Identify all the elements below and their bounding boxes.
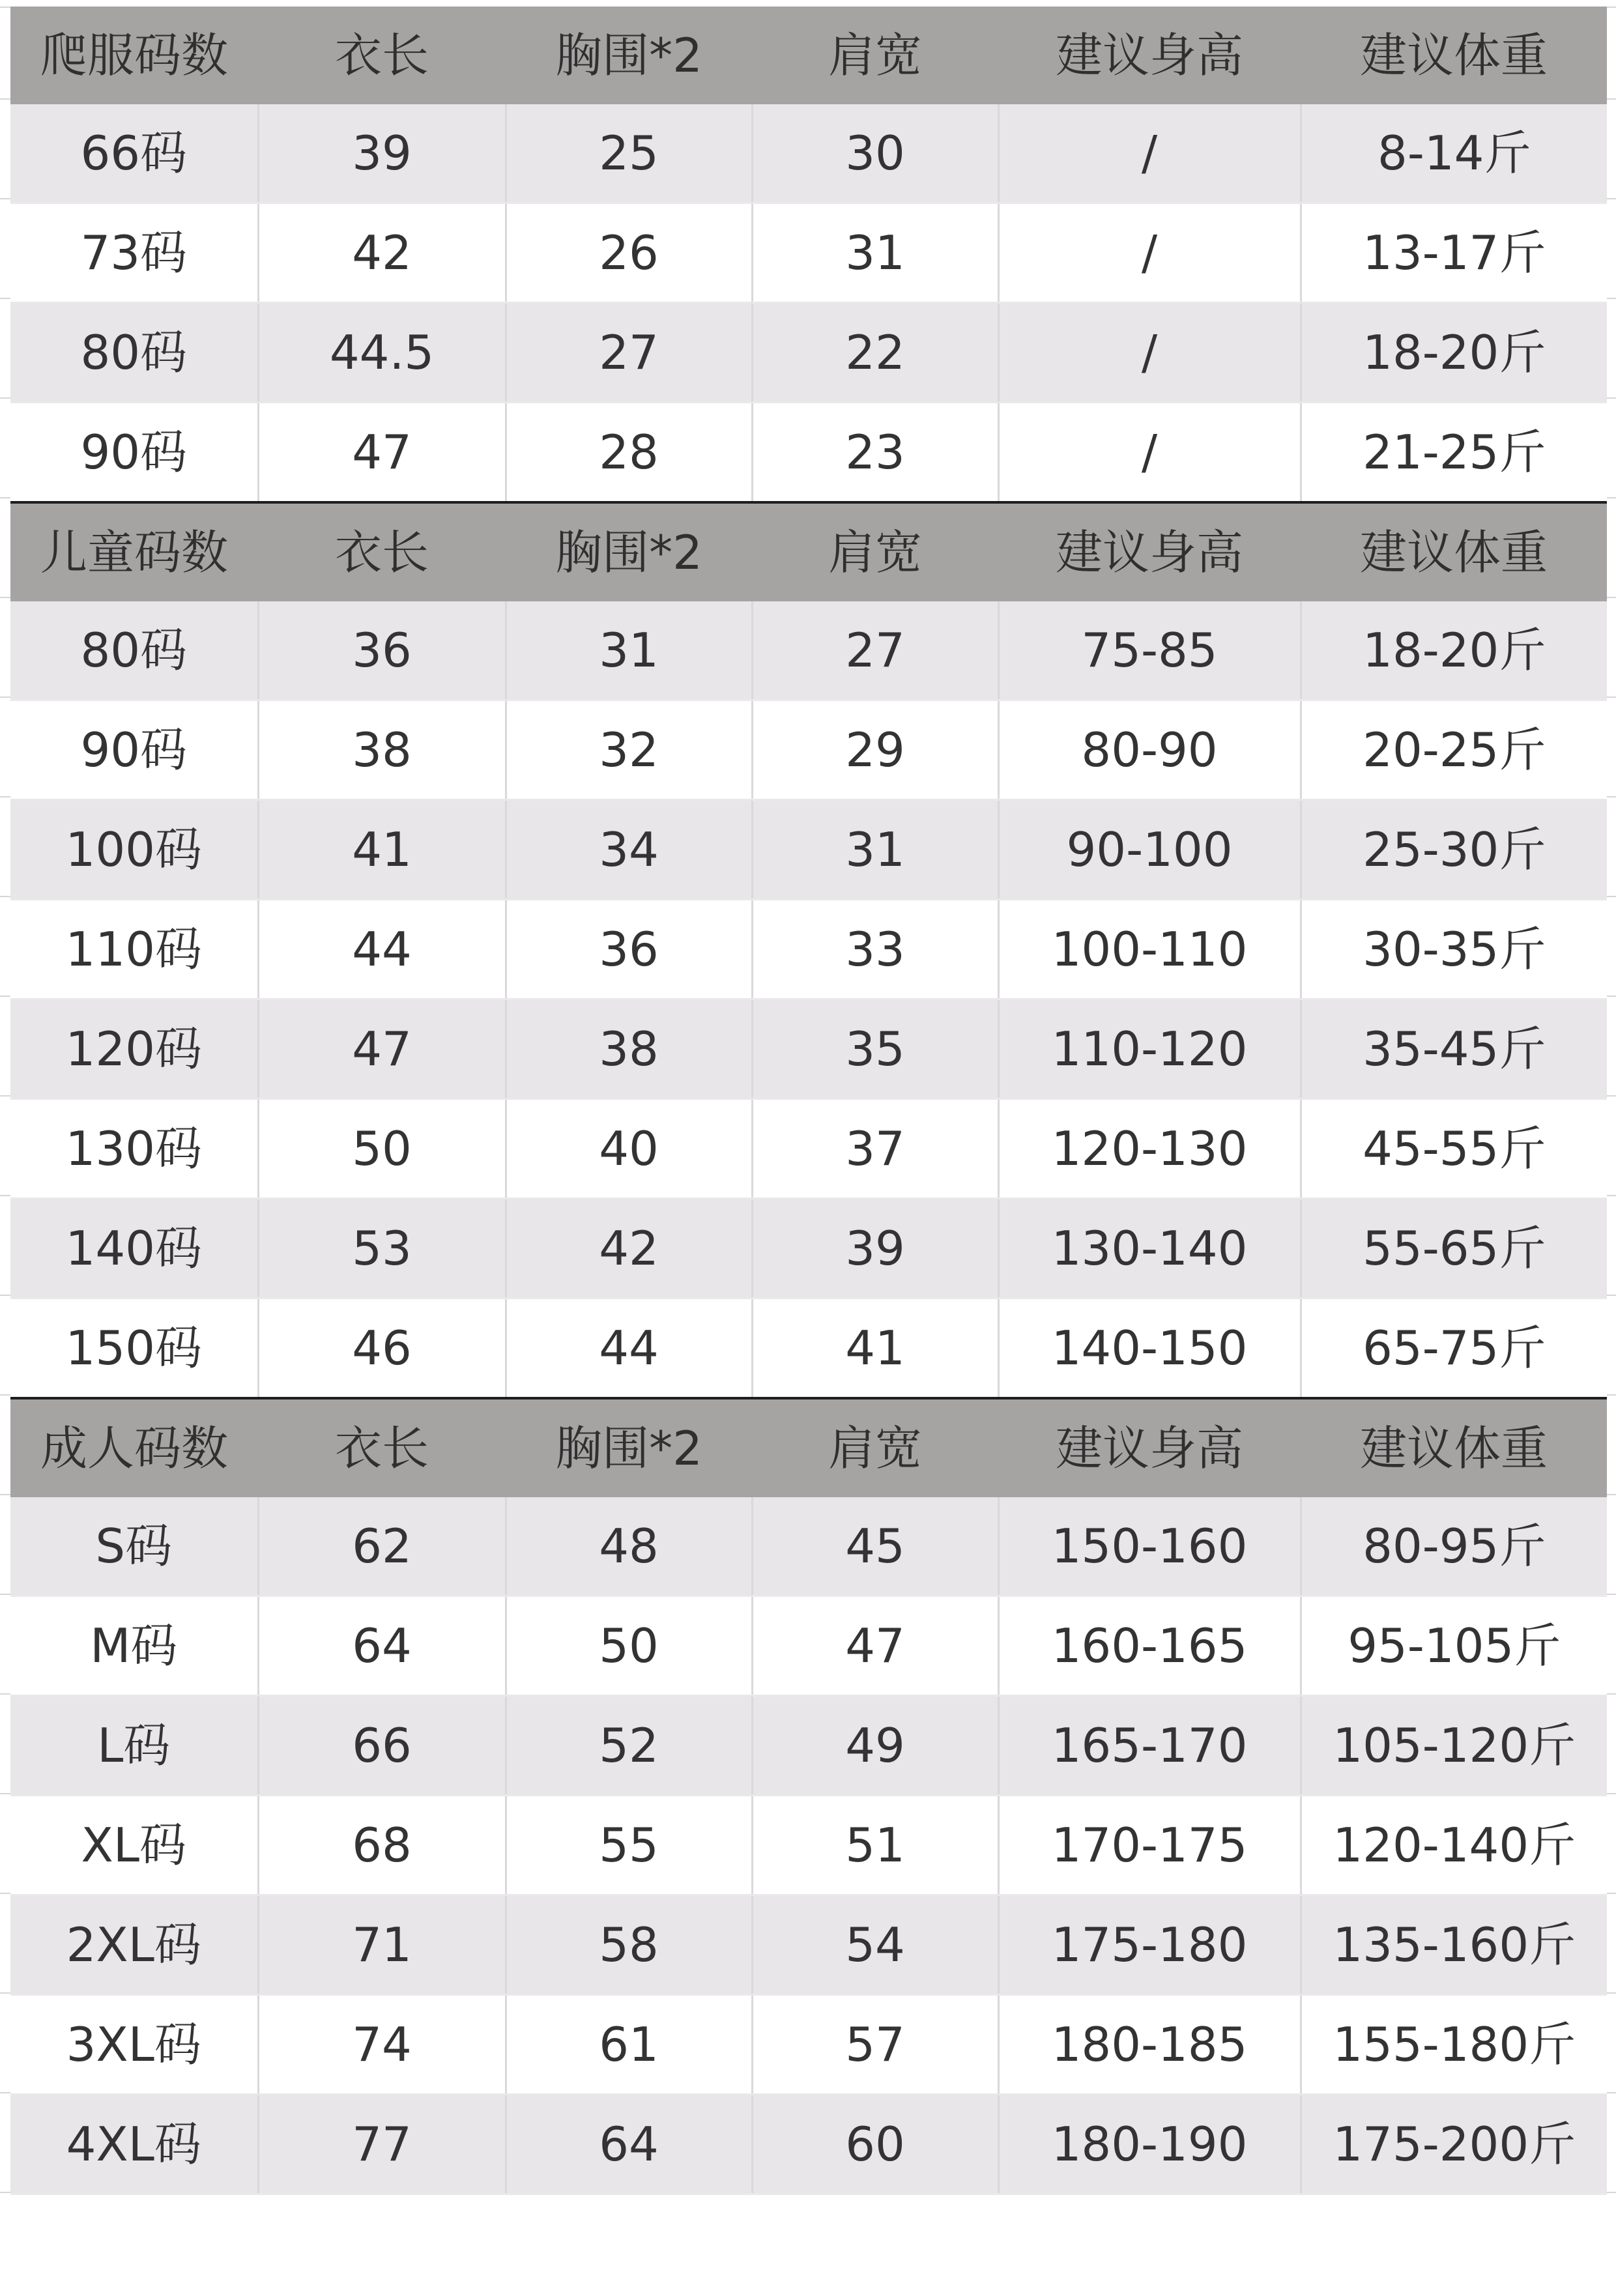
- table-cell: 120-130: [998, 1099, 1301, 1199]
- table-cell: 45: [752, 1497, 998, 1596]
- table-cell: 120-140斤: [1301, 1796, 1607, 1895]
- table-cell: 41: [752, 1299, 998, 1399]
- column-header: 衣长: [258, 502, 506, 601]
- table-cell: 30: [752, 104, 998, 203]
- table-cell: 42: [258, 203, 506, 303]
- table-cell: 105-120斤: [1301, 1696, 1607, 1796]
- table-cell: 77: [258, 2095, 506, 2194]
- table-cell: 23: [752, 403, 998, 503]
- table-cell: 22: [752, 303, 998, 403]
- sheet-right-gridlines: [1607, 0, 1616, 2196]
- table-cell: /: [998, 104, 1301, 203]
- column-header: 建议体重: [1301, 7, 1607, 104]
- table-cell: 50: [506, 1596, 752, 1696]
- table-cell: 52: [506, 1696, 752, 1796]
- table-cell: 60: [752, 2095, 998, 2194]
- column-header: 建议身高: [998, 502, 1301, 601]
- table-cell: 64: [506, 2095, 752, 2194]
- table-cell: 58: [506, 1895, 752, 1995]
- table-cell: 74: [258, 1995, 506, 2095]
- table-cell: 135-160斤: [1301, 1895, 1607, 1995]
- column-header: 建议身高: [998, 1398, 1301, 1497]
- table-cell: 39: [752, 1199, 998, 1299]
- table-row: [10, 1299, 1607, 1399]
- size-label-cell: 90码: [10, 700, 258, 800]
- table-cell: 150-160: [998, 1497, 1301, 1596]
- table-cell: 90-100: [998, 800, 1301, 900]
- size-label-cell: 80码: [10, 303, 258, 403]
- table-cell: 25-30斤: [1301, 800, 1607, 900]
- column-header: 胸围*2: [506, 1398, 752, 1497]
- table-cell: 18-20斤: [1301, 601, 1607, 700]
- table-row: [10, 1497, 1607, 1596]
- size-label-cell: 100码: [10, 800, 258, 900]
- table-cell: 36: [258, 601, 506, 700]
- table-cell: 170-175: [998, 1796, 1301, 1895]
- table-cell: 36: [506, 900, 752, 999]
- size-label-cell: 140码: [10, 1199, 258, 1299]
- table-row: [10, 1596, 1607, 1696]
- table-cell: 80-95斤: [1301, 1497, 1607, 1596]
- table-cell: 110-120: [998, 999, 1301, 1099]
- column-header: 胸围*2: [506, 502, 752, 601]
- table-cell: 18-20斤: [1301, 303, 1607, 403]
- table-cell: 32: [506, 700, 752, 800]
- size-chart-table: [10, 7, 1607, 2195]
- table-cell: 55-65斤: [1301, 1199, 1607, 1299]
- table-row: [10, 1696, 1607, 1796]
- table-cell: 165-170: [998, 1696, 1301, 1796]
- size-label-cell: L码: [10, 1696, 258, 1796]
- column-header: 肩宽: [752, 1398, 998, 1497]
- table-row: [10, 2095, 1607, 2194]
- column-header: 儿童码数: [10, 502, 258, 601]
- table-cell: 175-200斤: [1301, 2095, 1607, 2194]
- table-cell: 50: [258, 1099, 506, 1199]
- table-cell: 61: [506, 1995, 752, 2095]
- table-cell: 30-35斤: [1301, 900, 1607, 999]
- table-cell: 64: [258, 1596, 506, 1696]
- adult-section-header-row: [10, 1398, 1607, 1497]
- table-row: [10, 1796, 1607, 1895]
- table-cell: 41: [258, 800, 506, 900]
- table-cell: 21-25斤: [1301, 403, 1607, 503]
- table-cell: 57: [752, 1995, 998, 2095]
- column-header: 建议身高: [998, 7, 1301, 104]
- table-cell: 54: [752, 1895, 998, 1995]
- table-cell: 68: [258, 1796, 506, 1895]
- column-header: 成人码数: [10, 1398, 258, 1497]
- table-cell: 51: [752, 1796, 998, 1895]
- table-row: [10, 203, 1607, 303]
- size-label-cell: 73码: [10, 203, 258, 303]
- table-cell: /: [998, 303, 1301, 403]
- table-cell: 13-17斤: [1301, 203, 1607, 303]
- table-row: [10, 800, 1607, 900]
- table-cell: 175-180: [998, 1895, 1301, 1995]
- table-cell: 20-25斤: [1301, 700, 1607, 800]
- table-cell: 42: [506, 1199, 752, 1299]
- table-cell: 28: [506, 403, 752, 503]
- table-cell: 160-165: [998, 1596, 1301, 1696]
- table-cell: 44.5: [258, 303, 506, 403]
- column-header: 建议体重: [1301, 1398, 1607, 1497]
- table-cell: 40: [506, 1099, 752, 1199]
- table-row: [10, 403, 1607, 503]
- table-cell: 34: [506, 800, 752, 900]
- table-row: [10, 104, 1607, 203]
- column-header: 肩宽: [752, 7, 998, 104]
- kids-section-header-row: [10, 502, 1607, 601]
- size-label-cell: 4XL码: [10, 2095, 258, 2194]
- size-label-cell: 90码: [10, 403, 258, 503]
- table-cell: 46: [258, 1299, 506, 1399]
- table-cell: 35-45斤: [1301, 999, 1607, 1099]
- table-cell: 47: [752, 1596, 998, 1696]
- size-label-cell: 130码: [10, 1099, 258, 1199]
- table-cell: 66: [258, 1696, 506, 1796]
- table-cell: 80-90: [998, 700, 1301, 800]
- table-cell: 62: [258, 1497, 506, 1596]
- table-cell: /: [998, 403, 1301, 503]
- size-label-cell: 2XL码: [10, 1895, 258, 1995]
- column-header: 衣长: [258, 1398, 506, 1497]
- table-cell: 39: [258, 104, 506, 203]
- table-cell: 48: [506, 1497, 752, 1596]
- column-header: 建议体重: [1301, 502, 1607, 601]
- table-cell: 37: [752, 1099, 998, 1199]
- table-cell: 35: [752, 999, 998, 1099]
- column-header: 肩宽: [752, 502, 998, 601]
- table-row: [10, 1995, 1607, 2095]
- size-label-cell: 3XL码: [10, 1995, 258, 2095]
- table-cell: 26: [506, 203, 752, 303]
- column-header: 衣长: [258, 7, 506, 104]
- romper-section-header-row: [10, 7, 1607, 104]
- size-chart-body: [10, 7, 1607, 2194]
- table-cell: 140-150: [998, 1299, 1301, 1399]
- table-row: [10, 1895, 1607, 1995]
- size-label-cell: XL码: [10, 1796, 258, 1895]
- table-cell: 180-190: [998, 2095, 1301, 2194]
- table-cell: 27: [752, 601, 998, 700]
- table-cell: 55: [506, 1796, 752, 1895]
- size-label-cell: 80码: [10, 601, 258, 700]
- table-row: [10, 1099, 1607, 1199]
- table-cell: 31: [506, 601, 752, 700]
- table-cell: 38: [506, 999, 752, 1099]
- table-row: [10, 303, 1607, 403]
- table-cell: 65-75斤: [1301, 1299, 1607, 1399]
- table-row: [10, 1199, 1607, 1299]
- table-cell: 27: [506, 303, 752, 403]
- column-header: 胸围*2: [506, 7, 752, 104]
- size-label-cell: M码: [10, 1596, 258, 1696]
- size-label-cell: 150码: [10, 1299, 258, 1399]
- table-row: [10, 900, 1607, 999]
- table-cell: 75-85: [998, 601, 1301, 700]
- table-cell: 100-110: [998, 900, 1301, 999]
- table-cell: 29: [752, 700, 998, 800]
- table-cell: 49: [752, 1696, 998, 1796]
- table-cell: 47: [258, 403, 506, 503]
- table-cell: 47: [258, 999, 506, 1099]
- table-cell: 44: [258, 900, 506, 999]
- table-cell: 8-14斤: [1301, 104, 1607, 203]
- table-cell: 44: [506, 1299, 752, 1399]
- table-row: [10, 700, 1607, 800]
- table-cell: 45-55斤: [1301, 1099, 1607, 1199]
- table-cell: 38: [258, 700, 506, 800]
- table-cell: 31: [752, 800, 998, 900]
- size-label-cell: 66码: [10, 104, 258, 203]
- table-cell: 31: [752, 203, 998, 303]
- table-cell: 130-140: [998, 1199, 1301, 1299]
- table-cell: 71: [258, 1895, 506, 1995]
- size-label-cell: S码: [10, 1497, 258, 1596]
- table-cell: 53: [258, 1199, 506, 1299]
- table-cell: /: [998, 203, 1301, 303]
- table-cell: 155-180斤: [1301, 1995, 1607, 2095]
- column-header: 爬服码数: [10, 7, 258, 104]
- table-row: [10, 601, 1607, 700]
- table-cell: 180-185: [998, 1995, 1301, 2095]
- table-cell: 25: [506, 104, 752, 203]
- table-row: [10, 999, 1607, 1099]
- size-label-cell: 110码: [10, 900, 258, 999]
- sheet-left-gridlines: [0, 0, 10, 2196]
- table-cell: 33: [752, 900, 998, 999]
- size-label-cell: 120码: [10, 999, 258, 1099]
- table-cell: 95-105斤: [1301, 1596, 1607, 1696]
